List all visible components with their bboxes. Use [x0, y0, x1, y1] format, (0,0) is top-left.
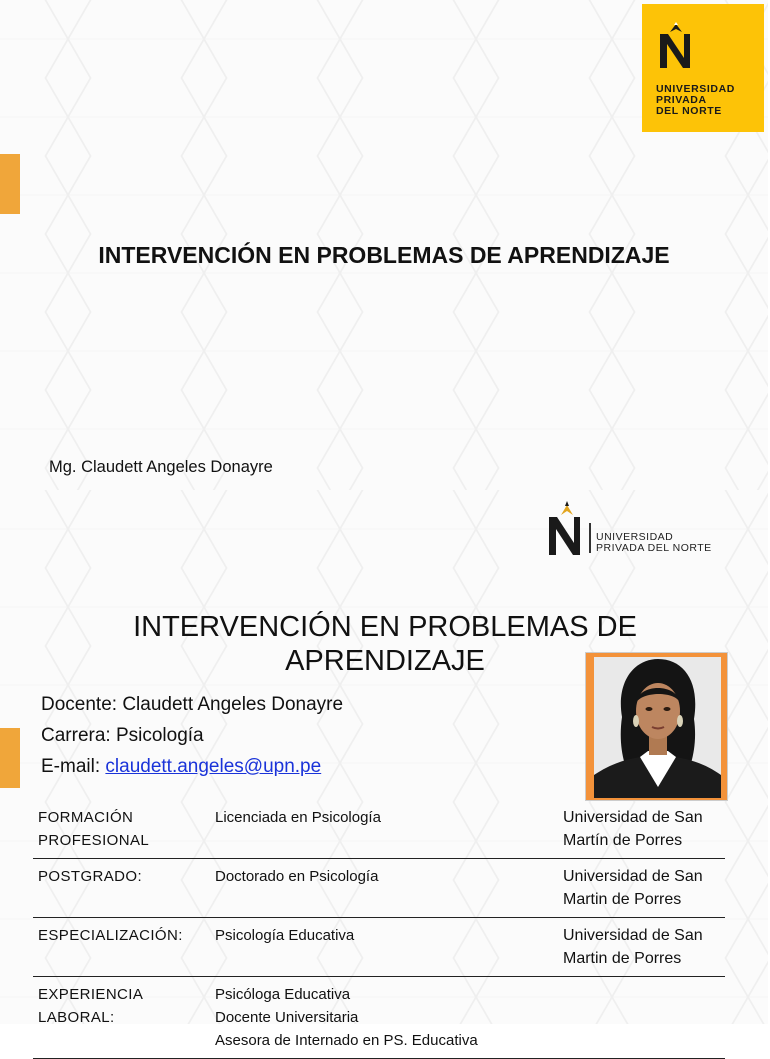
value-line: Licenciada en Psicología: [215, 809, 381, 826]
logo-separator: [589, 523, 591, 553]
row-university: [558, 859, 725, 918]
university-line: Martin de Porres: [563, 891, 682, 908]
upn-n-logo-icon: [545, 499, 587, 557]
logo-line: PRIVADA DEL NORTE: [596, 542, 712, 554]
row-value: [210, 977, 558, 1059]
row-key: [33, 918, 210, 977]
upn-n-logo-icon: [656, 22, 696, 72]
key-line: ESPECIALIZACIÓN:: [38, 927, 183, 944]
profile-photo: [594, 657, 721, 798]
key-line: LABORAL:: [38, 1009, 115, 1026]
author-name: Mg. Claudett Angeles Donayre: [49, 458, 273, 476]
email-line: [41, 756, 321, 778]
slide-title: INTERVENCIÓN EN PROBLEMAS DE APRENDIZAJE: [98, 242, 670, 268]
cv-table: [33, 800, 725, 1059]
docente-line: Docente: Claudett Angeles Donayre: [41, 694, 344, 715]
photo-frame: [585, 652, 728, 801]
accent-bar: [0, 154, 20, 214]
key-line: FORMACIÓN: [38, 809, 134, 826]
email-label: E-mail:: [41, 756, 106, 777]
university-line: Universidad de San: [563, 927, 703, 944]
row-university: [558, 918, 725, 977]
logo-line: UNIVERSIDAD: [596, 531, 674, 543]
key-line: PROFESIONAL: [38, 832, 150, 849]
university-line: Universidad de San: [563, 809, 703, 826]
row-key: [33, 800, 210, 859]
row-value: [210, 859, 558, 918]
university-line: Martín de Porres: [563, 832, 683, 849]
university-line: Martin de Porres: [563, 950, 682, 967]
title-line: APRENDIZAJE: [285, 645, 485, 677]
table-row: [33, 918, 725, 977]
title-slide: [0, 0, 768, 490]
university-line: Universidad de San: [563, 868, 703, 885]
logo-line: UNIVERSIDAD: [656, 83, 735, 95]
value-line: Docente Universitaria: [215, 1009, 359, 1026]
value-line: Doctorado en Psicología: [215, 868, 379, 885]
logo-line: PRIVADA: [656, 94, 707, 106]
upn-badge-logo: [642, 4, 764, 132]
value-line: Asesora de Internado en PS. Educativa: [215, 1032, 478, 1049]
row-university: [558, 977, 725, 1059]
profile-slide: [0, 490, 768, 1049]
value-line: Psicología Educativa: [215, 927, 355, 944]
table-row: [33, 800, 725, 859]
row-key: [33, 977, 210, 1059]
row-value: [210, 918, 558, 977]
accent-bar: [0, 728, 20, 788]
carrera-line: Carrera: Psicología: [41, 725, 204, 746]
title-line: INTERVENCIÓN EN PROBLEMAS DE: [133, 611, 637, 643]
row-value: [210, 800, 558, 859]
row-university: [558, 800, 725, 859]
row-key: [33, 859, 210, 918]
value-line: Psicóloga Educativa: [215, 986, 351, 1003]
key-line: POSTGRADO:: [38, 868, 143, 885]
table-row: [33, 977, 725, 1059]
upn-horizontal-logo: [545, 499, 725, 559]
logo-line: DEL NORTE: [656, 105, 722, 117]
table-row: [33, 859, 725, 918]
email-link[interactable]: claudett.angeles@upn.pe: [105, 756, 322, 777]
key-line: EXPERIENCIA: [38, 986, 144, 1003]
